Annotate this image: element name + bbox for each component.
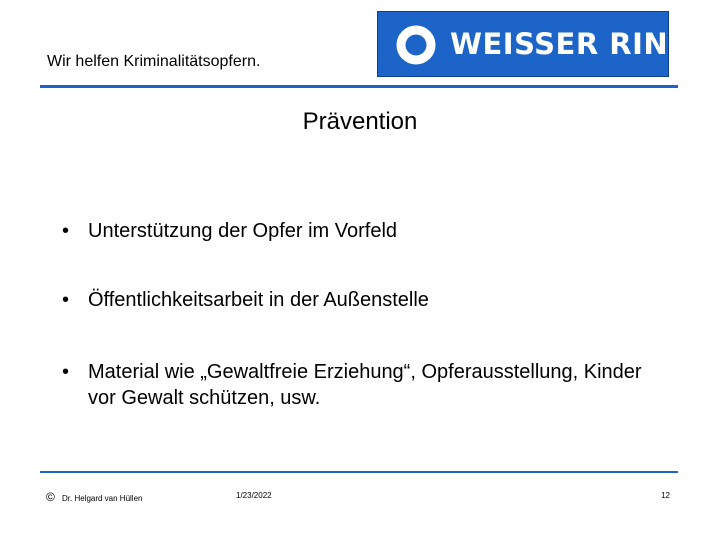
tagline: Wir helfen Kriminalitätsopfern. [47,53,261,70]
slide-title [0,108,720,136]
copyright-icon: © [46,490,55,504]
bullet-text: Öffentlichkeitsarbeit in der Außenstelle [88,289,429,311]
bullet-text: Unterstützung der Opfer im Vorfeld [88,220,398,242]
footer-author: Dr. Helgard van Hüllen [62,494,143,503]
bullet-icon: • [62,220,70,242]
bullet-icon: • [62,289,70,311]
footer-date: 1/23/2022 [236,491,272,500]
header-divider [40,85,678,88]
logo-text: WEISSER RING [450,27,693,61]
slide-title-text: Prävention [302,108,418,135]
ring-logo-icon [395,24,437,66]
page-number: 12 [661,491,670,500]
weisser-ring-logo [377,11,693,77]
bullet-icon: • [62,361,70,383]
footer-divider [40,471,678,473]
bullet-text: Material wie „Gewaltfreie Erziehung“, Opferausstellung, Kinder vor Gewalt schützen, usw. [88,361,642,409]
